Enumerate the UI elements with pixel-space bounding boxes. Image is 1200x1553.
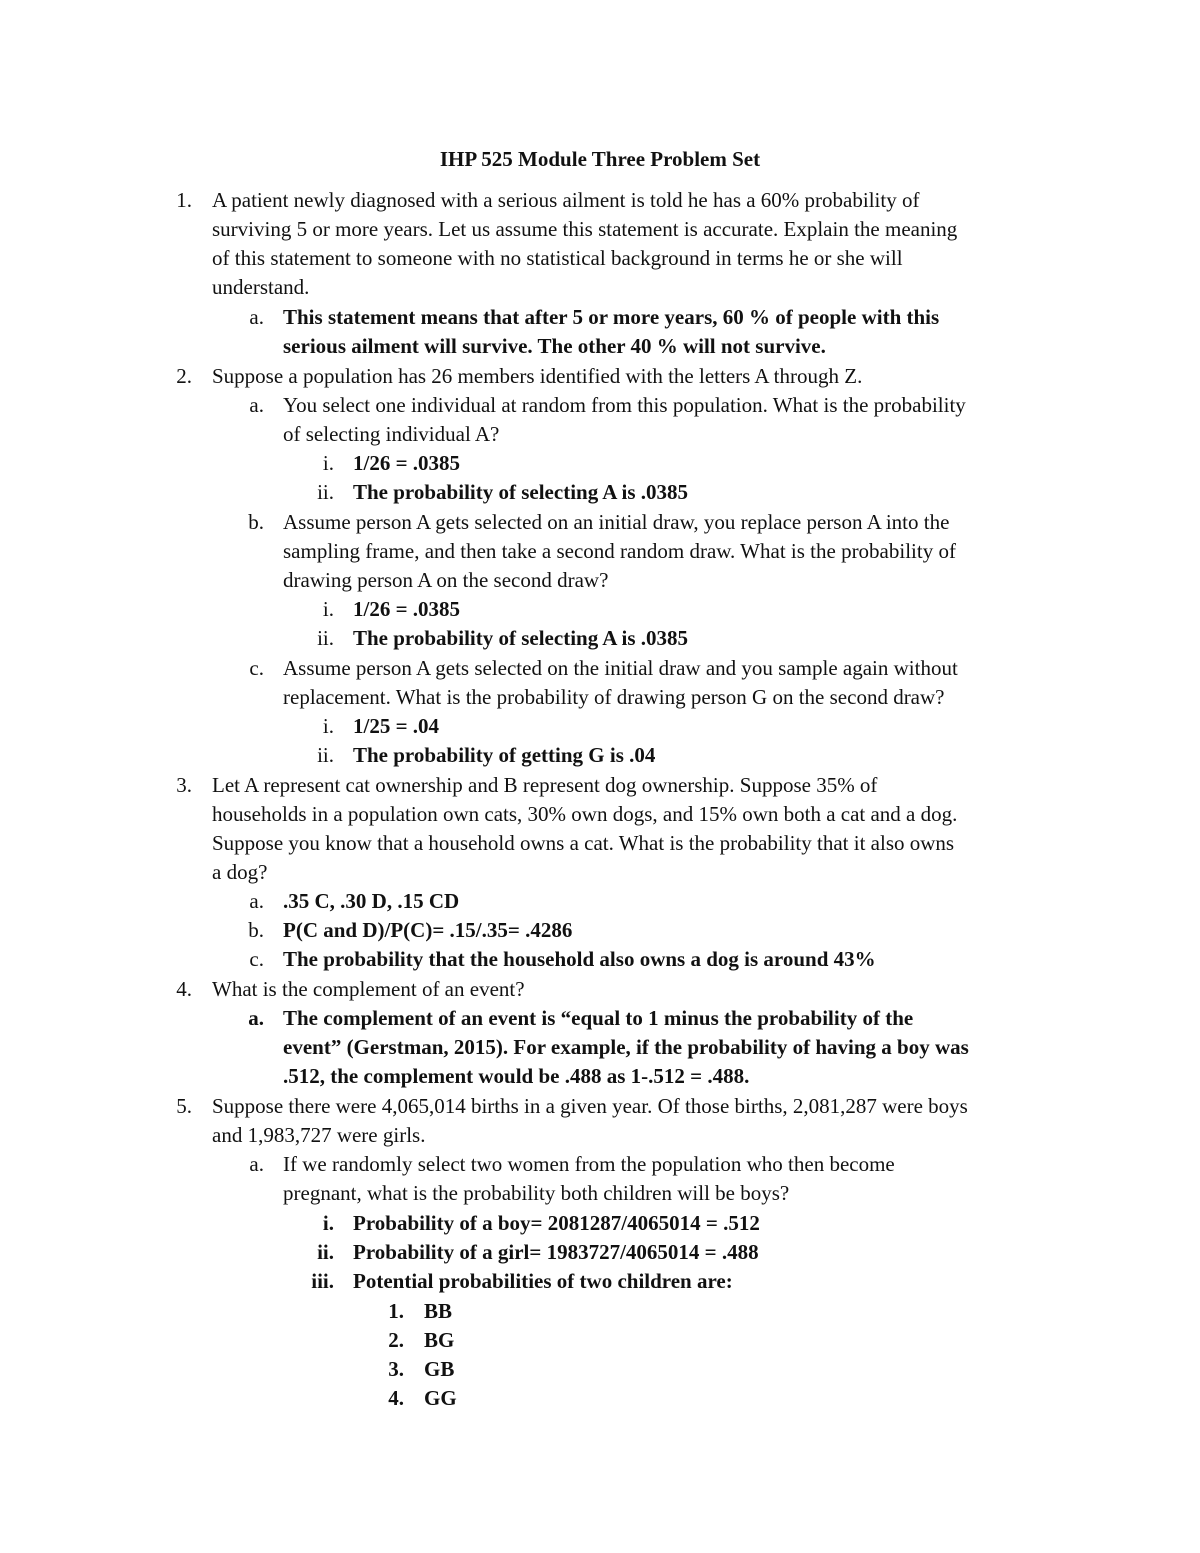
list-item-marker: 1. <box>388 1299 404 1323</box>
subquestion-text-line: pregnant, what is the probability both children will be boys? <box>283 1181 790 1205</box>
answer-text-line: Potential probabilities of two children are: <box>353 1269 733 1293</box>
answer-marker: ii. <box>317 480 334 504</box>
answer-marker: i. <box>322 451 334 475</box>
question-text-line: A patient newly diagnosed with a serious ailment is told he has a 60% probability of <box>212 188 920 212</box>
subquestion-text-line: You select one individual at random from this population. What is the probability <box>283 393 966 417</box>
answer-marker: b. <box>248 918 264 942</box>
subquestion-text-line: of selecting individual A? <box>283 422 500 446</box>
list-item: BB <box>424 1299 453 1323</box>
subquestion-text-line: If we randomly select two women from the population who then become <box>283 1152 895 1176</box>
answer-text-line: event” (Gerstman, 2015). For example, if the probability of having a boy was <box>283 1035 969 1059</box>
answer-marker: ii. <box>317 626 334 650</box>
question-text-line: What is the complement of an event? <box>212 977 525 1001</box>
subquestion-marker: c. <box>249 656 264 680</box>
subquestion-text-line: Assume person A gets selected on an initial draw, you replace person A into the <box>283 510 950 534</box>
subquestion-text-line: sampling frame, and then take a second random draw. What is the probability of <box>283 539 956 563</box>
question-text-line: surviving 5 or more years. Let us assume this statement is accurate. Explain the meaning <box>212 217 958 241</box>
subquestion-text-line: drawing person A on the second draw? <box>283 568 609 592</box>
question-text-line: understand. <box>212 275 310 299</box>
answer-text-line: The probability of selecting A is .0385 <box>353 626 689 650</box>
answer-text-line: This statement means that after 5 or more years, 60 % of people with this <box>283 305 940 329</box>
list-item-marker: 3. <box>388 1357 404 1381</box>
answer-marker: i. <box>322 597 334 621</box>
subquestion-marker: a. <box>249 393 264 417</box>
answer-marker: ii. <box>317 743 334 767</box>
answer-text-line: .512, the complement would be .488 as 1-.512 = .488. <box>283 1064 750 1088</box>
answer-text-line: The complement of an event is “equal to 1 minus the probability of the <box>283 1006 914 1030</box>
question-number: 3. <box>176 773 192 797</box>
question-number: 4. <box>176 977 192 1001</box>
question-text-line: Suppose there were 4,065,014 births in a given year. Of those births, 2,081,287 were boys <box>212 1094 968 1118</box>
answer-marker: a. <box>248 1006 264 1030</box>
question-text-line: a dog? <box>212 860 268 884</box>
question-text-line: and 1,983,727 were girls. <box>212 1123 426 1147</box>
question-number: 2. <box>176 364 192 388</box>
answer-marker: ii. <box>317 1240 334 1264</box>
answer-marker: a. <box>249 889 264 913</box>
list-item: BG <box>424 1328 455 1352</box>
answer-marker: a. <box>249 305 264 329</box>
question-text-line: households in a population own cats, 30% own dogs, and 15% own both a cat and a dog. <box>212 802 958 826</box>
answer-text-line: 1/26 = .0385 <box>353 597 461 621</box>
answer-marker: c. <box>249 947 264 971</box>
question-text-line: Let A represent cat ownership and B represent dog ownership. Suppose 35% of <box>212 773 878 797</box>
answer-text-line: serious ailment will survive. The other 40 % will not survive. <box>283 334 826 358</box>
answer-text-line: Probability of a boy= 2081287/4065014 = .512 <box>353 1211 760 1235</box>
list-item: GB <box>424 1357 455 1381</box>
answer-text-line: The probability that the household also owns a dog is around 43% <box>283 947 876 971</box>
subquestion-text-line: replacement. What is the probability of drawing person G on the second draw? <box>283 685 945 709</box>
answer-text-line: The probability of selecting A is .0385 <box>353 480 689 504</box>
answer-marker: i. <box>322 714 334 738</box>
subquestion-marker: b. <box>248 510 264 534</box>
question-text-line: Suppose you know that a household owns a cat. What is the probability that it also owns <box>212 831 955 855</box>
question-text-line: Suppose a population has 26 members identified with the letters A through Z. <box>212 364 863 388</box>
question-number: 5. <box>176 1094 192 1118</box>
list-item-marker: 2. <box>388 1328 404 1352</box>
answer-marker: i. <box>322 1211 334 1235</box>
answer-text-line: .35 C, .30 D, .15 CD <box>283 889 460 913</box>
list-item: GG <box>424 1386 457 1410</box>
subquestion-marker: a. <box>249 1152 264 1176</box>
answer-text-line: Probability of a girl= 1983727/4065014 = .488 <box>353 1240 759 1264</box>
list-item-marker: 4. <box>388 1386 404 1410</box>
document-title: IHP 525 Module Three Problem Set <box>439 147 761 171</box>
answer-text-line: 1/25 = .04 <box>353 714 440 738</box>
question-number: 1. <box>176 188 192 212</box>
answer-text-line: P(C and D)/P(C)= .15/.35= .4286 <box>283 918 573 942</box>
subquestion-text-line: Assume person A gets selected on the initial draw and you sample again without <box>283 656 958 680</box>
answer-text-line: The probability of getting G is .04 <box>353 743 656 767</box>
answer-text-line: 1/26 = .0385 <box>353 451 461 475</box>
answer-marker: iii. <box>311 1269 334 1293</box>
question-text-line: of this statement to someone with no statistical background in terms he or she will <box>212 246 903 270</box>
